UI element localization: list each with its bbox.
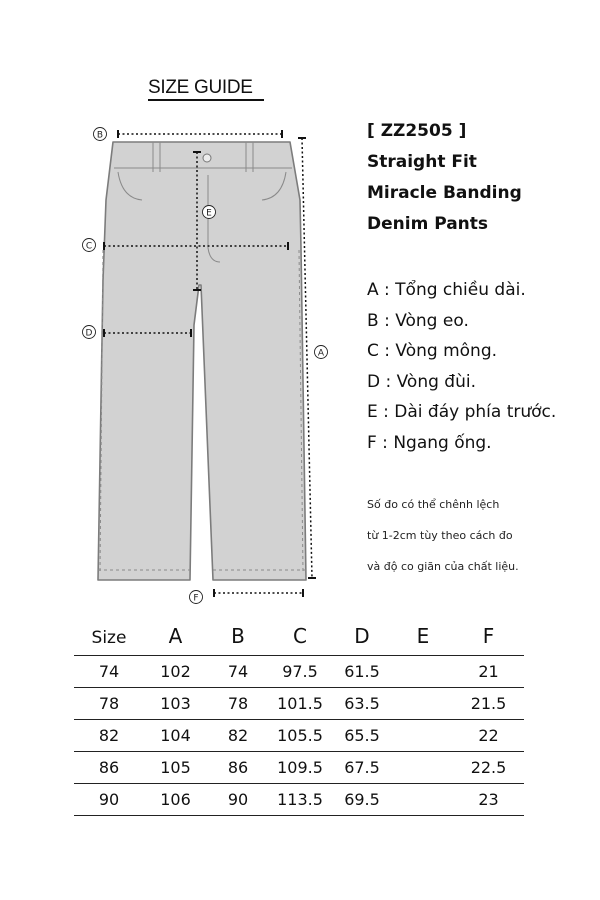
table-row bbox=[74, 720, 524, 752]
cell-b: 82 bbox=[207, 720, 269, 752]
note-line-2: từ 1-2cm tùy theo cách đo bbox=[367, 529, 513, 542]
pants-diagram bbox=[0, 0, 340, 610]
marker-d bbox=[83, 326, 96, 339]
marker-a-label: A bbox=[317, 348, 325, 359]
legend-item-b: B : Vòng eo. bbox=[367, 310, 469, 331]
cell-size: 78 bbox=[74, 688, 144, 720]
legend-item-a: A : Tổng chiều dài. bbox=[367, 280, 526, 300]
legend-item-e: E : Dài đáy phía trước. bbox=[367, 402, 557, 422]
cell-c: 113.5 bbox=[269, 784, 331, 816]
legend-item-f: F : Ngang ống. bbox=[367, 432, 492, 453]
marker-c-label: C bbox=[85, 241, 93, 252]
table-row bbox=[74, 752, 524, 784]
cell-f: 22 bbox=[453, 720, 524, 752]
cell-f: 22.5 bbox=[453, 752, 524, 784]
cell-f: 21 bbox=[453, 656, 524, 688]
marker-b bbox=[94, 128, 107, 141]
measurement-note bbox=[367, 489, 592, 582]
cell-d: 67.5 bbox=[331, 752, 393, 784]
cell-a: 105 bbox=[144, 752, 207, 784]
marker-f bbox=[190, 591, 203, 604]
product-name-line-2: Miracle Banding bbox=[367, 183, 522, 203]
cell-c: 97.5 bbox=[269, 656, 331, 688]
header-a: A bbox=[168, 623, 183, 648]
header-b: B bbox=[231, 623, 245, 648]
table-row bbox=[74, 688, 524, 720]
header-c: C bbox=[293, 623, 307, 648]
cell-e bbox=[393, 784, 453, 816]
product-code: [ ZZ2505 ] bbox=[367, 121, 467, 141]
header-e: E bbox=[416, 623, 430, 648]
legend-item-d: D : Vòng đùi. bbox=[367, 371, 476, 392]
cell-b: 90 bbox=[207, 784, 269, 816]
marker-e-label: E bbox=[206, 208, 212, 219]
button-icon bbox=[203, 154, 211, 162]
marker-c bbox=[83, 239, 96, 252]
cell-a: 102 bbox=[144, 656, 207, 688]
header-size: Size bbox=[91, 627, 127, 648]
measurement-legend bbox=[367, 275, 556, 458]
cell-a: 106 bbox=[144, 784, 207, 816]
cell-c: 105.5 bbox=[269, 720, 331, 752]
cell-e bbox=[393, 688, 453, 720]
table-row bbox=[74, 784, 524, 816]
cell-size: 90 bbox=[74, 784, 144, 816]
cell-b: 86 bbox=[207, 752, 269, 784]
product-name-line-1: Straight Fit bbox=[367, 152, 477, 172]
table-header-row bbox=[74, 616, 524, 656]
header-f: F bbox=[482, 623, 495, 648]
cell-size: 82 bbox=[74, 720, 144, 752]
marker-d-label: D bbox=[85, 328, 93, 339]
cell-d: 63.5 bbox=[331, 688, 393, 720]
cell-d: 61.5 bbox=[331, 656, 393, 688]
marker-e bbox=[203, 206, 216, 219]
header-d: D bbox=[354, 623, 370, 648]
table-row bbox=[74, 656, 524, 688]
marker-b-label: B bbox=[96, 130, 104, 141]
cell-size: 86 bbox=[74, 752, 144, 784]
note-line-3: và độ co giãn của chất liệu. bbox=[367, 560, 519, 573]
cell-d: 69.5 bbox=[331, 784, 393, 816]
size-guide-title: SIZE GUIDE bbox=[148, 77, 253, 98]
product-info bbox=[367, 116, 592, 240]
legend-item-c: C : Vòng mông. bbox=[367, 341, 498, 361]
size-table bbox=[74, 616, 524, 816]
cell-e bbox=[393, 720, 453, 752]
cell-e bbox=[393, 752, 453, 784]
cell-a: 103 bbox=[144, 688, 207, 720]
cell-b: 78 bbox=[207, 688, 269, 720]
product-name-line-3: Denim Pants bbox=[367, 214, 489, 234]
cell-size: 74 bbox=[74, 656, 144, 688]
pants-outline bbox=[98, 142, 306, 580]
pants-illustration bbox=[98, 142, 306, 580]
cell-c: 109.5 bbox=[269, 752, 331, 784]
cell-e bbox=[393, 656, 453, 688]
cell-c: 101.5 bbox=[269, 688, 331, 720]
marker-a bbox=[315, 346, 328, 359]
cell-f: 23 bbox=[453, 784, 524, 816]
cell-b: 74 bbox=[207, 656, 269, 688]
marker-f-label: F bbox=[193, 593, 199, 604]
cell-d: 65.5 bbox=[331, 720, 393, 752]
note-line-1: Số đo có thể chênh lệch bbox=[367, 498, 500, 511]
cell-f: 21.5 bbox=[453, 688, 524, 720]
cell-a: 104 bbox=[144, 720, 207, 752]
